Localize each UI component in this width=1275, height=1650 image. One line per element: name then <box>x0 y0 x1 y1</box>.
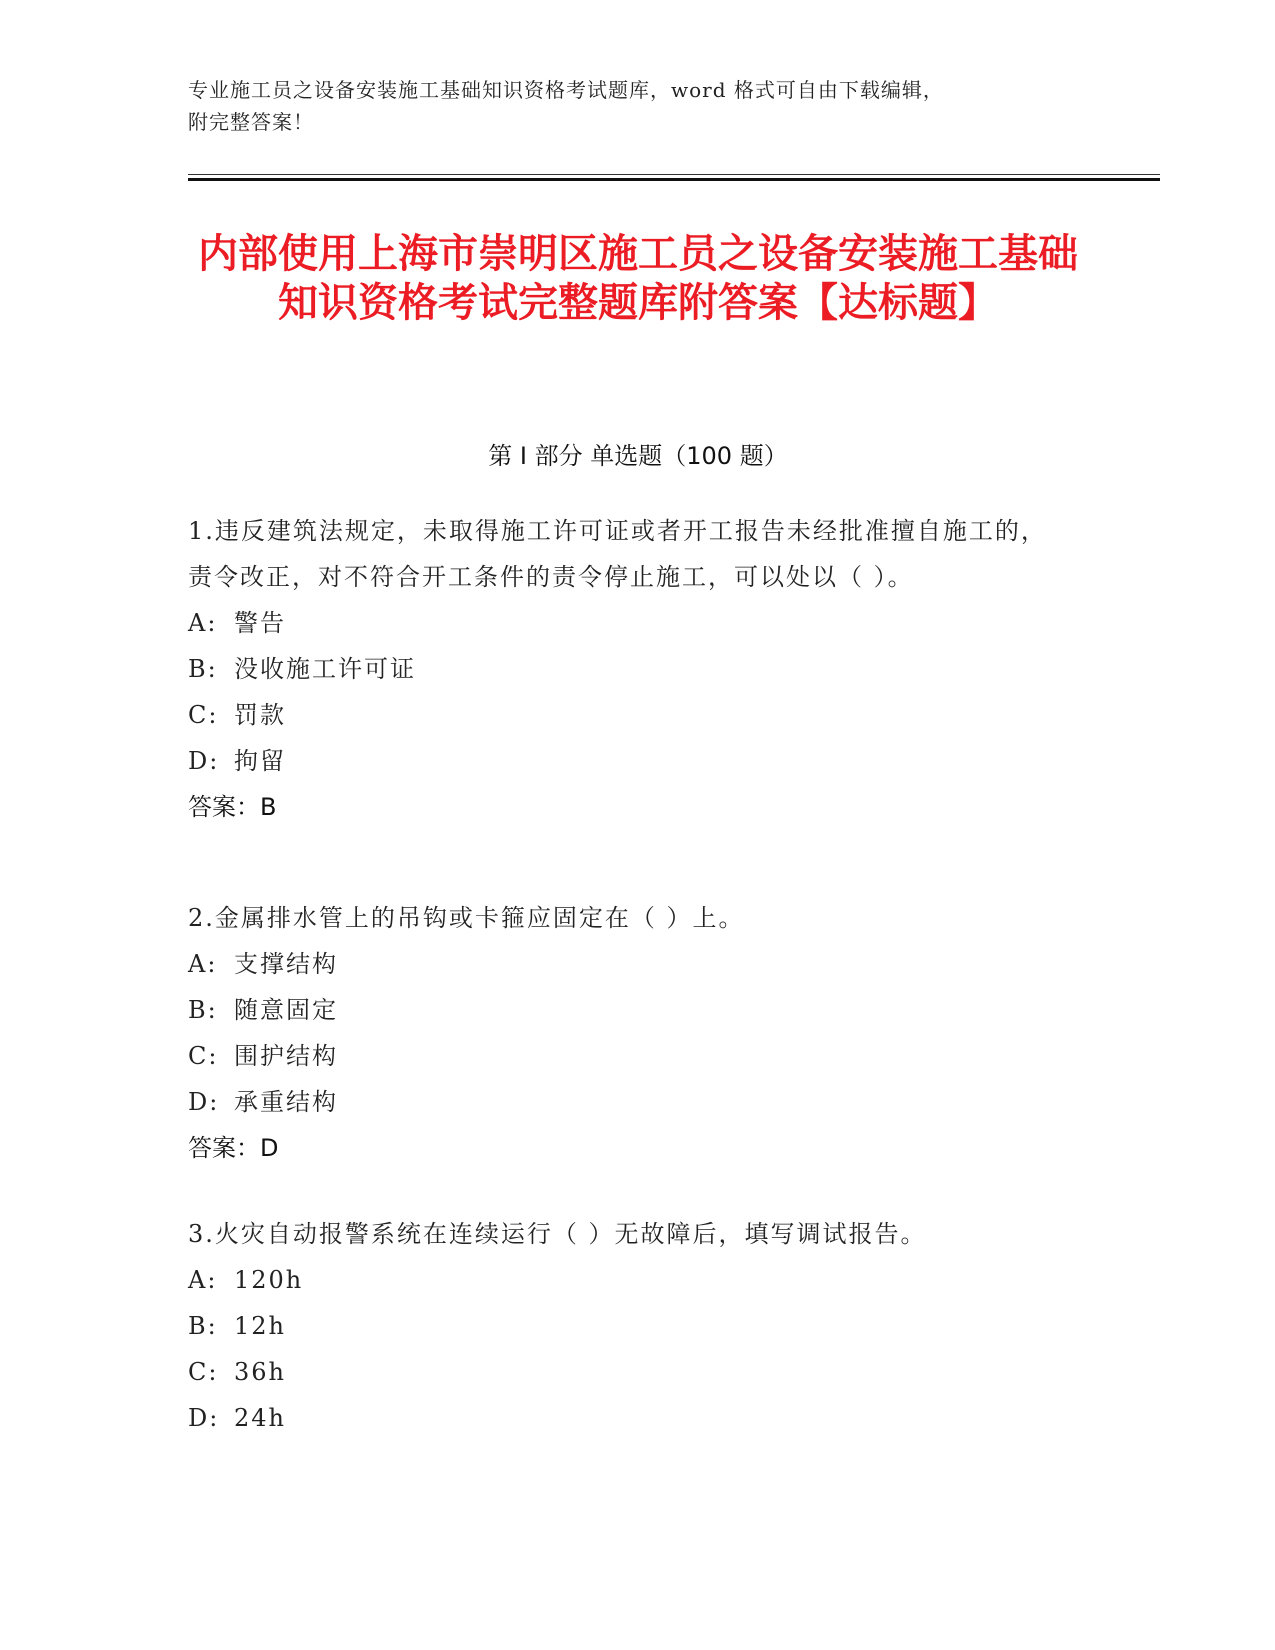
option-letter: C: <box>188 1358 219 1386</box>
option-a <box>188 600 1068 646</box>
option-text: 12h <box>234 1312 286 1340</box>
option-text: 36h <box>234 1358 286 1386</box>
option-text: 随意固定 <box>234 996 338 1024</box>
question-1 <box>188 508 1068 830</box>
option-letter: C: <box>188 1042 219 1070</box>
option-text: 围护结构 <box>234 1042 338 1070</box>
question-stem: 3.火灾自动报警系统在连续运行（ ）无故障后，填写调试报告。 <box>188 1220 927 1248</box>
option-d <box>188 1079 1068 1125</box>
option-c <box>188 692 1068 738</box>
option-letter: D: <box>188 1088 220 1116</box>
option-letter: D: <box>188 747 220 775</box>
option-b <box>188 987 1068 1033</box>
header-divider-thin <box>188 174 1160 175</box>
option-text: 承重结构 <box>234 1088 338 1116</box>
header-note-line-2: 附完整答案！ <box>188 110 314 134</box>
option-a <box>188 1257 1068 1303</box>
option-b <box>188 1303 1068 1349</box>
option-letter: B: <box>188 1312 218 1340</box>
option-c <box>188 1033 1068 1079</box>
option-d <box>188 1395 1068 1441</box>
option-letter: C: <box>188 701 219 729</box>
option-b <box>188 646 1068 692</box>
option-text: 拘留 <box>234 747 286 775</box>
header-note <box>188 74 1088 138</box>
option-c <box>188 1349 1068 1395</box>
option-letter: A: <box>188 1266 218 1294</box>
header-note-line-1: 专业施工员之设备安装施工基础知识资格考试题库，word 格式可自由下载编辑， <box>188 78 944 102</box>
header-divider-thick <box>188 178 1160 181</box>
option-letter: B: <box>188 655 218 683</box>
option-text: 120h <box>234 1266 304 1294</box>
option-text: 24h <box>234 1404 286 1432</box>
question-2 <box>188 895 1068 1171</box>
option-text: 没收施工许可证 <box>234 655 416 683</box>
section-heading: 第 I 部分 单选题（100 题） <box>488 442 788 470</box>
option-d <box>188 738 1068 784</box>
option-letter: D: <box>188 1404 220 1432</box>
option-letter: A: <box>188 609 218 637</box>
question-stem: 1.违反建筑法规定，未取得施工许可证或者开工报告未经批准擅自施工的，责令改正，对不符合开工条件的责令停止施工，可以处以（ ）。 <box>188 517 1047 591</box>
option-a <box>188 941 1068 987</box>
answer: 答案：B <box>188 793 277 821</box>
option-text: 警告 <box>234 609 286 637</box>
answer: 答案：D <box>188 1134 279 1162</box>
document-title: 内部使用上海市崇明区施工员之设备安装施工基础知识资格考试完整题库附答案【达标题】 <box>198 231 1078 326</box>
option-text: 罚款 <box>234 701 286 729</box>
option-letter: A: <box>188 950 218 978</box>
question-stem: 2.金属排水管上的吊钩或卡箍应固定在（ ）上。 <box>188 904 745 932</box>
question-3 <box>188 1211 1068 1441</box>
option-letter: B: <box>188 996 218 1024</box>
option-text: 支撑结构 <box>234 950 338 978</box>
